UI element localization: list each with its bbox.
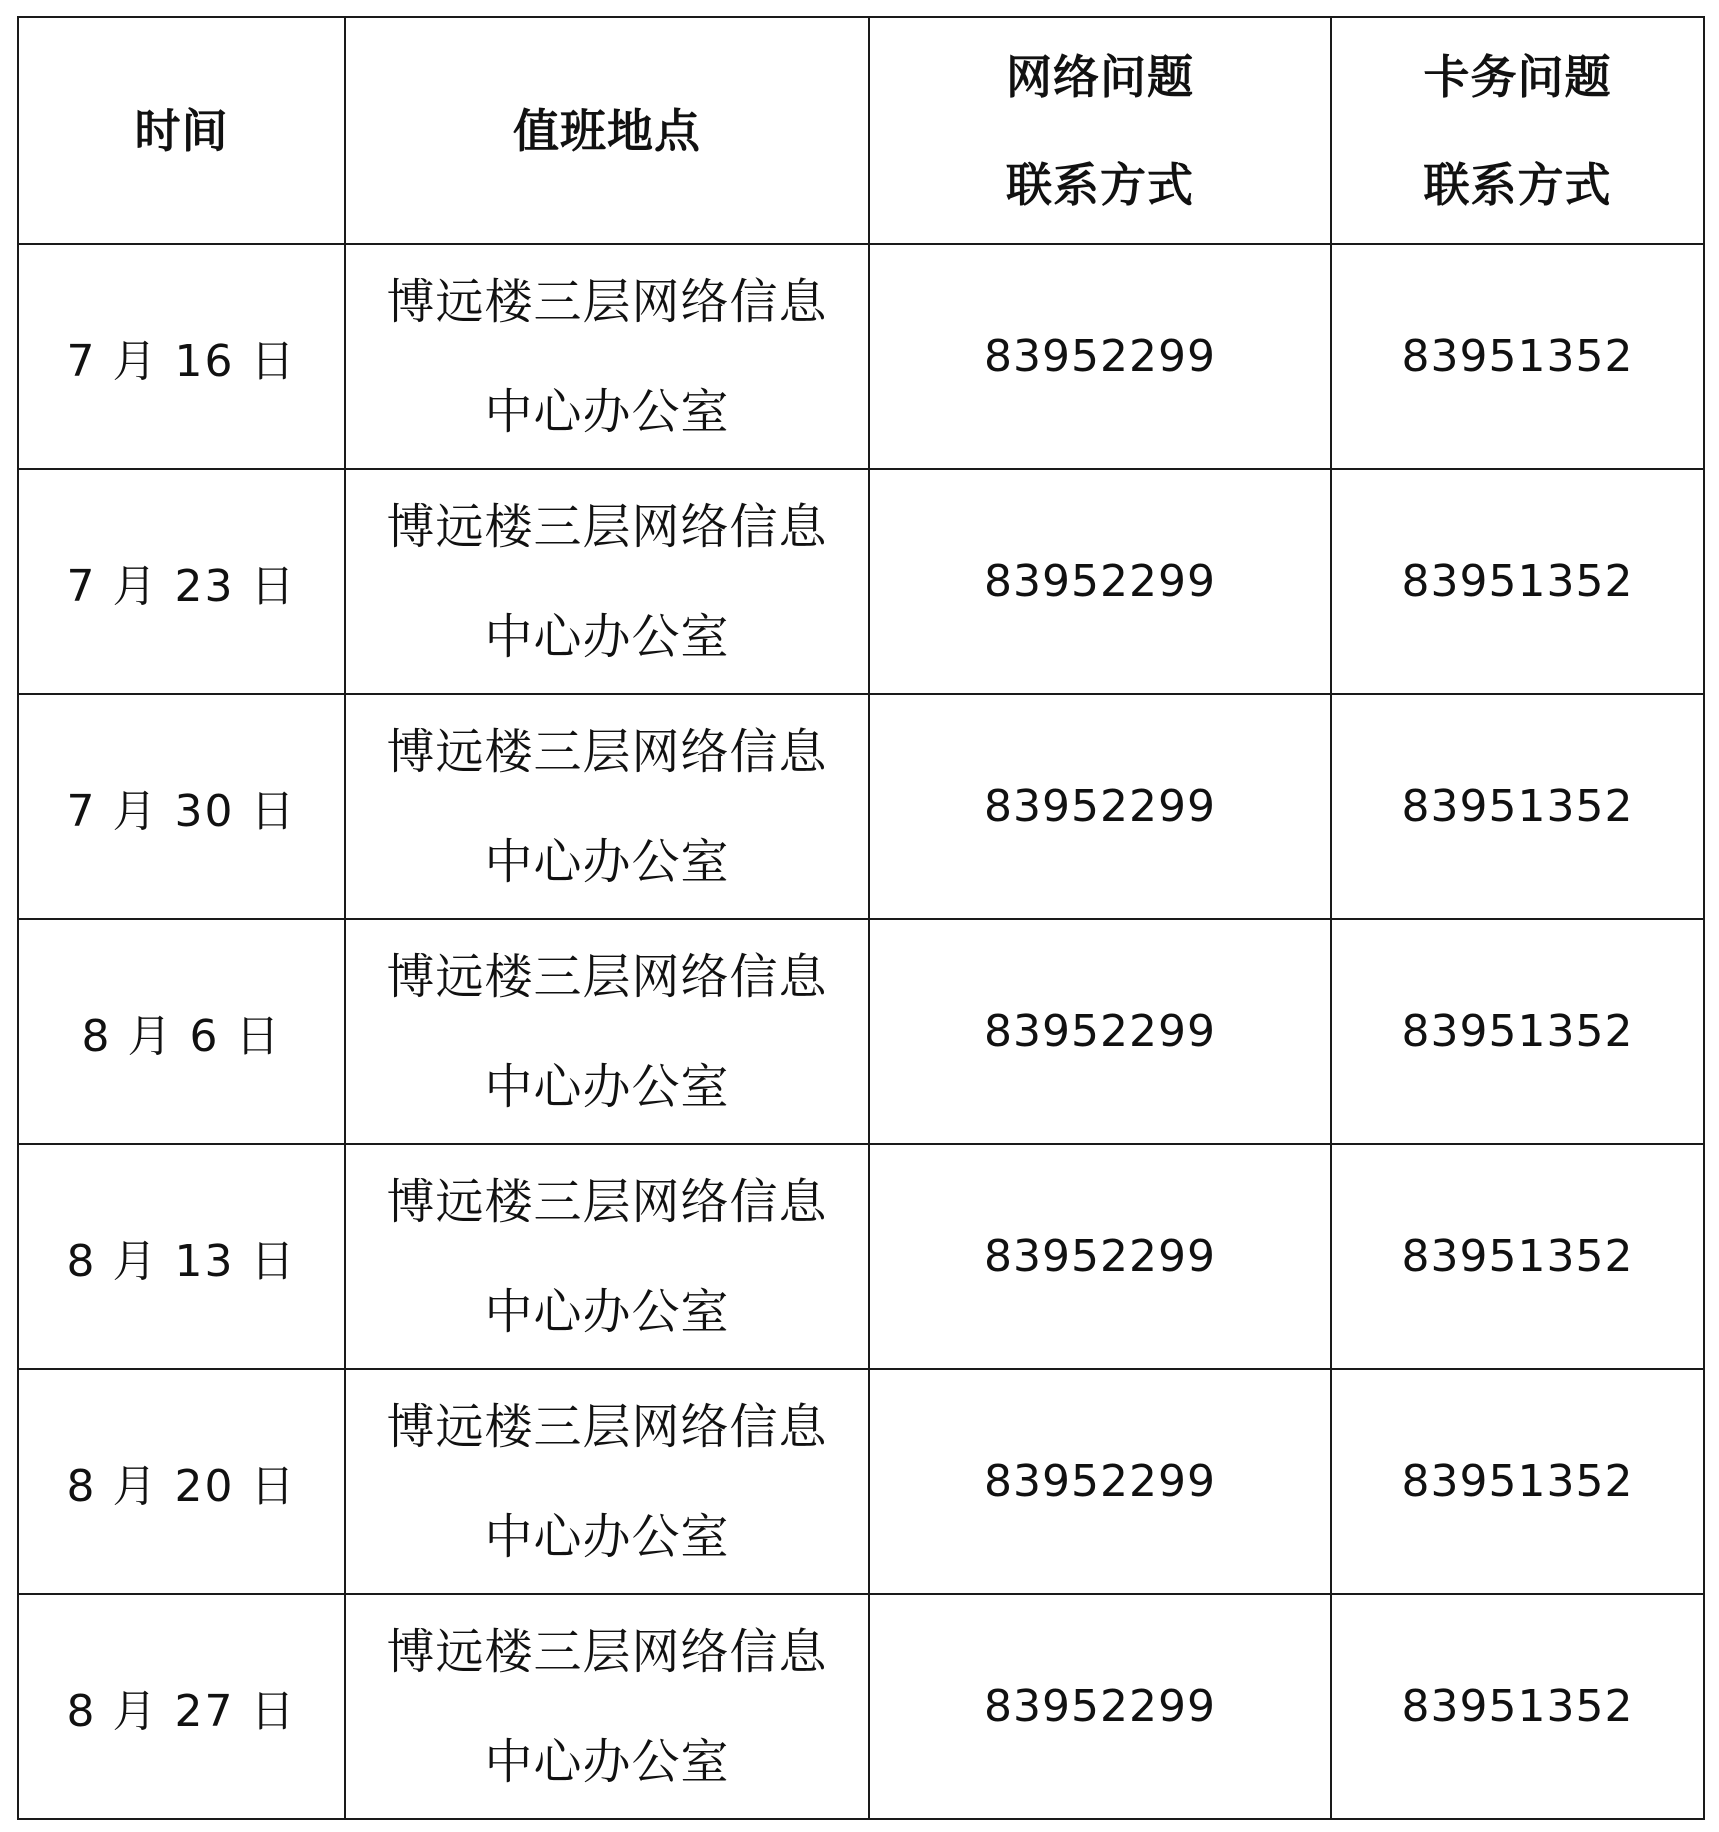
cell-card-phone: 83951352: [1331, 244, 1704, 469]
cell-place: [345, 1144, 869, 1369]
header-network-line2: 联系方式: [1006, 157, 1194, 212]
header-network-contact: [869, 17, 1331, 244]
header-network-line1: 网络问题: [1006, 49, 1194, 104]
table-header-row: [18, 17, 1704, 244]
cell-place: [345, 244, 869, 469]
cell-place: [345, 694, 869, 919]
place-line1: 博远楼三层网络信息: [386, 273, 828, 330]
cell-network-phone: 83952299: [869, 694, 1331, 919]
table-row: [18, 244, 1704, 469]
table-row: [18, 1594, 1704, 1819]
place-line2: 中心办公室: [484, 383, 730, 440]
table-row: [18, 1369, 1704, 1594]
place-line1: 博远楼三层网络信息: [386, 1623, 828, 1680]
place-line1: 博远楼三层网络信息: [386, 498, 828, 555]
cell-network-phone: 83952299: [869, 244, 1331, 469]
cell-place: [345, 469, 869, 694]
header-card-line1: 卡务问题: [1423, 49, 1612, 104]
cell-place: [345, 1369, 869, 1594]
cell-card-phone: 83951352: [1331, 694, 1704, 919]
cell-date: 8 月 27 日: [18, 1594, 345, 1819]
place-line2: 中心办公室: [484, 1508, 730, 1565]
header-time: [18, 17, 345, 244]
cell-date: 8 月 6 日: [18, 919, 345, 1144]
header-place-label: 值班地点: [513, 103, 701, 158]
cell-network-phone: 83952299: [869, 1594, 1331, 1819]
cell-card-phone: 83951352: [1331, 469, 1704, 694]
header-time-label: 时间: [134, 103, 229, 158]
place-line1: 博远楼三层网络信息: [386, 1173, 828, 1230]
cell-card-phone: 83951352: [1331, 1594, 1704, 1819]
cell-place: [345, 919, 869, 1144]
place-line2: 中心办公室: [484, 1733, 730, 1790]
duty-schedule-table: [17, 16, 1705, 1820]
place-line1: 博远楼三层网络信息: [386, 948, 828, 1005]
cell-network-phone: 83952299: [869, 469, 1331, 694]
cell-date: 8 月 13 日: [18, 1144, 345, 1369]
header-card-contact: [1331, 17, 1704, 244]
place-line1: 博远楼三层网络信息: [386, 1398, 828, 1455]
cell-date: 7 月 30 日: [18, 694, 345, 919]
header-card-line2: 联系方式: [1423, 157, 1612, 212]
cell-card-phone: 83951352: [1331, 1144, 1704, 1369]
place-line2: 中心办公室: [484, 1058, 730, 1115]
table-row: [18, 919, 1704, 1144]
table-row: [18, 469, 1704, 694]
cell-place: [345, 1594, 869, 1819]
cell-date: 7 月 23 日: [18, 469, 345, 694]
cell-network-phone: 83952299: [869, 1144, 1331, 1369]
table-row: [18, 694, 1704, 919]
cell-card-phone: 83951352: [1331, 1369, 1704, 1594]
cell-card-phone: 83951352: [1331, 919, 1704, 1144]
table-row: [18, 1144, 1704, 1369]
place-line2: 中心办公室: [484, 833, 730, 890]
cell-date: 8 月 20 日: [18, 1369, 345, 1594]
place-line2: 中心办公室: [484, 1283, 730, 1340]
place-line2: 中心办公室: [484, 608, 730, 665]
place-line1: 博远楼三层网络信息: [386, 723, 828, 780]
cell-date: 7 月 16 日: [18, 244, 345, 469]
cell-network-phone: 83952299: [869, 919, 1331, 1144]
header-place: [345, 17, 869, 244]
cell-network-phone: 83952299: [869, 1369, 1331, 1594]
